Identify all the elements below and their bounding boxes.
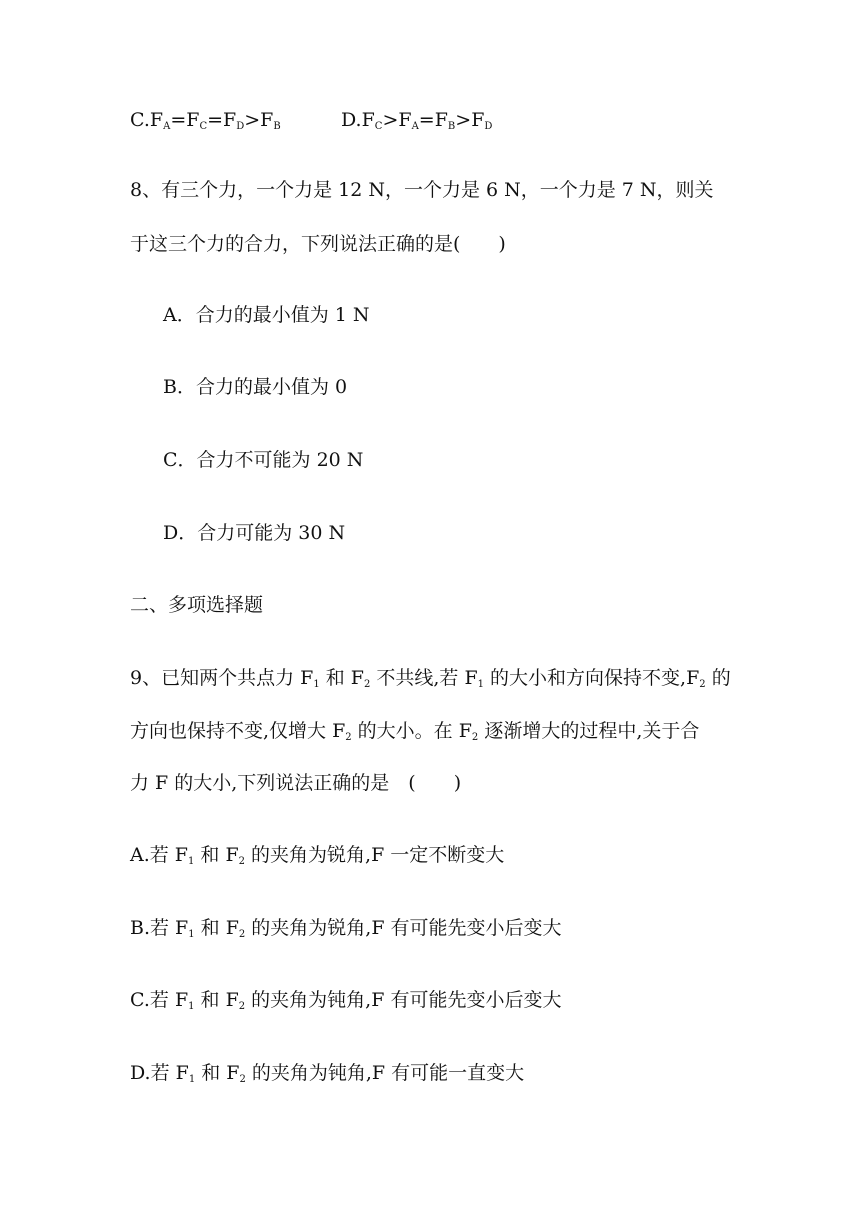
q7-option-d: [341, 111, 492, 132]
q9-option-b: [130, 919, 562, 940]
subscript: 2: [345, 732, 352, 743]
q7-option-c: [130, 109, 281, 131]
subscript: C: [199, 121, 208, 132]
text: 和 F: [319, 667, 364, 689]
subscript: 1: [188, 929, 195, 940]
subscript: 1: [188, 1001, 195, 1012]
section-heading: 二、多项选择题: [130, 594, 264, 616]
subscript: 2: [238, 929, 246, 940]
subscript: D: [236, 121, 245, 132]
subscript: 1: [313, 679, 320, 690]
q8-option-b: B．合力的最小值为 0: [163, 376, 348, 398]
q9-option-c: [130, 991, 561, 1012]
text: 和 F: [195, 1062, 240, 1084]
q8-option-c: C．合力不可能为 20 N: [163, 449, 364, 471]
operator: >: [455, 109, 472, 131]
q9-stem-line1: [130, 669, 731, 690]
option-label: D.: [341, 109, 362, 131]
force-symbol: F: [223, 109, 237, 131]
text: 和 F: [194, 844, 239, 866]
text: D.若 F: [130, 1062, 189, 1084]
text: 的夹角为钝角,F 有可能先变小后变大: [245, 989, 562, 1011]
q8-stem-line2: 于这三个力的合力，下列说法正确的是( ): [130, 233, 506, 255]
q9-stem-line2: [130, 722, 699, 743]
operator: =: [418, 109, 435, 131]
text: 方向也保持不变,仅增大 F: [130, 720, 346, 742]
text: C.若 F: [130, 989, 189, 1011]
text: 和 F: [194, 989, 239, 1011]
force-symbol: F: [471, 109, 485, 131]
subscript: 2: [238, 856, 245, 867]
q9-option-a: [130, 846, 504, 867]
subscript: B: [447, 121, 456, 132]
subscript: 1: [477, 679, 485, 690]
subscript: 2: [363, 679, 371, 690]
q8-option-a: A．合力的最小值为 1 N: [163, 304, 370, 326]
subscript: 1: [187, 856, 195, 867]
q9-option-d: [130, 1064, 524, 1085]
subscript: 1: [188, 1074, 196, 1085]
option-label: C.: [130, 109, 150, 131]
text: 的夹角为锐角,F 一定不断变大: [245, 844, 505, 866]
operator: >: [244, 109, 261, 131]
q8-option-d: D．合力可能为 30 N: [163, 522, 346, 544]
text: 逐渐增大的过程中,关于合: [478, 720, 700, 742]
subscript: 2: [471, 732, 479, 743]
operator: >: [382, 109, 399, 131]
q9-stem-line3: 力 F 的大小,下列说法正确的是 ( ): [130, 772, 462, 794]
q7-options-row: [130, 111, 281, 132]
subscript: D: [484, 121, 493, 132]
subscript: 2: [238, 1001, 246, 1012]
operator: =: [170, 109, 187, 131]
subscript: 2: [239, 1074, 246, 1085]
text: 和 F: [194, 917, 239, 939]
subscript: A: [163, 121, 171, 132]
q8-stem-line1: 8、有三个力，一个力是 12 N，一个力是 6 N，一个力是 7 N，则关: [130, 179, 714, 201]
force-symbol: F: [434, 109, 448, 131]
force-symbol: F: [361, 109, 375, 131]
force-symbol: F: [398, 109, 412, 131]
text: 的: [705, 667, 731, 689]
force-symbol: F: [149, 109, 164, 131]
text: 9、已知两个共点力 F: [130, 667, 314, 689]
text: A.若 F: [130, 844, 188, 866]
subscript: A: [411, 121, 419, 132]
text: 的夹角为钝角,F 有可能一直变大: [245, 1062, 525, 1084]
subscript: C: [374, 121, 383, 132]
text: 的大小。在 F: [351, 720, 472, 742]
operator: =: [207, 109, 224, 131]
text: 不共线,若 F: [370, 667, 478, 689]
force-symbol: F: [186, 109, 200, 131]
text: 的大小和方向保持不变,F: [484, 667, 700, 689]
force-symbol: F: [260, 109, 274, 131]
subscript: B: [273, 121, 281, 132]
text: 的夹角为锐角,F 有可能先变小后变大: [245, 917, 562, 939]
text: B.若 F: [130, 917, 189, 939]
subscript: 2: [699, 679, 706, 690]
